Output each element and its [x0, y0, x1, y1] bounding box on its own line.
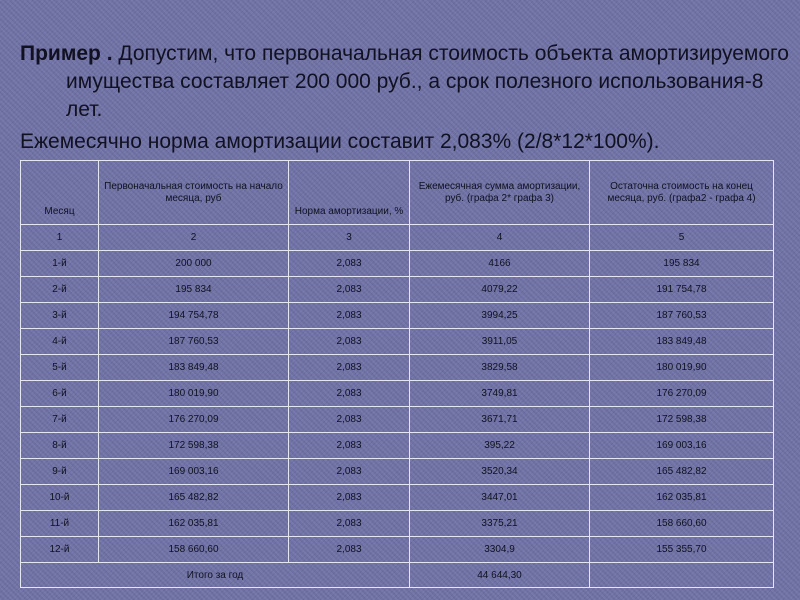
table-row [21, 511, 774, 537]
cell-initial-cost: 165 482,82 [99, 485, 289, 511]
cell-month: 1-й [21, 251, 99, 277]
cell-residual-cost: 165 482,82 [590, 459, 774, 485]
table-row [21, 537, 774, 563]
cell-residual-cost: 172 598,38 [590, 407, 774, 433]
slide-text [20, 40, 790, 156]
depreciation-table [20, 160, 774, 588]
cell-monthly-amount: 3520,34 [410, 459, 590, 485]
column-number-row [21, 225, 774, 251]
cell-initial-cost: 194 754,78 [99, 303, 289, 329]
cell-residual-cost: 158 660,60 [590, 511, 774, 537]
cell-month: 5-й [21, 355, 99, 381]
cell-rate: 2,083 [289, 537, 410, 563]
cell-residual-cost: 176 270,09 [590, 381, 774, 407]
cell-monthly-amount: 3671,71 [410, 407, 590, 433]
table-row [21, 355, 774, 381]
cell-residual-cost: 191 754,78 [590, 277, 774, 303]
example-lead: Пример . [20, 42, 113, 65]
table-row [21, 303, 774, 329]
cell-month: 3-й [21, 303, 99, 329]
cell-initial-cost: 180 019,90 [99, 381, 289, 407]
table-row [21, 329, 774, 355]
cell-monthly-amount: 3375,21 [410, 511, 590, 537]
table-row [21, 381, 774, 407]
column-number: 2 [99, 225, 289, 251]
table-row [21, 407, 774, 433]
total-value: 44 644,30 [410, 563, 590, 588]
cell-month: 12-й [21, 537, 99, 563]
cell-month: 8-й [21, 433, 99, 459]
cell-residual-cost: 169 003,16 [590, 433, 774, 459]
cell-rate: 2,083 [289, 303, 410, 329]
cell-residual-cost: 187 760,53 [590, 303, 774, 329]
cell-monthly-amount: 4079,22 [410, 277, 590, 303]
cell-rate: 2,083 [289, 381, 410, 407]
cell-rate: 2,083 [289, 329, 410, 355]
cell-residual-cost: 195 834 [590, 251, 774, 277]
cell-residual-cost: 183 849,48 [590, 329, 774, 355]
cell-month: 4-й [21, 329, 99, 355]
column-number: 5 [590, 225, 774, 251]
table-row [21, 251, 774, 277]
cell-month: 11-й [21, 511, 99, 537]
cell-rate: 2,083 [289, 485, 410, 511]
cell-residual-cost: 155 355,70 [590, 537, 774, 563]
example-paragraph [20, 40, 790, 124]
table-row [21, 459, 774, 485]
cell-initial-cost: 187 760,53 [99, 329, 289, 355]
cell-rate: 2,083 [289, 511, 410, 537]
rate-paragraph: Ежемесячно норма амортизации составит 2,083% (2/8*12*100%). [20, 130, 660, 153]
table-row [21, 277, 774, 303]
cell-initial-cost: 162 035,81 [99, 511, 289, 537]
header-initial-cost: Первоначальная стоимость на начало месяца, руб [99, 161, 289, 225]
example-text: Допустим, что первоначальная стоимость объекта амортизируемого имущества составляет 200 000 руб., а срок полезного использования-8 лет. [66, 42, 789, 121]
cell-monthly-amount: 3749,81 [410, 381, 590, 407]
total-row [21, 563, 774, 588]
cell-month: 6-й [21, 381, 99, 407]
cell-rate: 2,083 [289, 251, 410, 277]
column-number: 1 [21, 225, 99, 251]
cell-residual-cost: 180 019,90 [590, 355, 774, 381]
cell-monthly-amount: 3304,9 [410, 537, 590, 563]
cell-rate: 2,083 [289, 277, 410, 303]
cell-initial-cost: 176 270,09 [99, 407, 289, 433]
cell-monthly-amount: 395,22 [410, 433, 590, 459]
cell-monthly-amount: 3829,58 [410, 355, 590, 381]
column-number: 4 [410, 225, 590, 251]
cell-month: 7-й [21, 407, 99, 433]
table-row [21, 485, 774, 511]
table-header-row [21, 161, 774, 225]
cell-initial-cost: 158 660,60 [99, 537, 289, 563]
cell-monthly-amount: 3994,25 [410, 303, 590, 329]
cell-monthly-amount: 4166 [410, 251, 590, 277]
cell-month: 9-й [21, 459, 99, 485]
cell-initial-cost: 200 000 [99, 251, 289, 277]
header-rate: Норма амортизации, % [289, 161, 410, 225]
header-monthly-amount: Ежемесячная сумма амортизации, руб. (графа 2* графа 3) [410, 161, 590, 225]
column-number: 3 [289, 225, 410, 251]
cell-rate: 2,083 [289, 355, 410, 381]
header-month: Месяц [21, 161, 99, 225]
cell-monthly-amount: 3447,01 [410, 485, 590, 511]
cell-month: 2-й [21, 277, 99, 303]
header-residual-cost: Остаточна стоимость на конец месяца, руб. (графа2 - графа 4) [590, 161, 774, 225]
cell-initial-cost: 195 834 [99, 277, 289, 303]
table-row [21, 433, 774, 459]
cell-month: 10-й [21, 485, 99, 511]
cell-rate: 2,083 [289, 459, 410, 485]
cell-initial-cost: 183 849,48 [99, 355, 289, 381]
cell-rate: 2,083 [289, 433, 410, 459]
cell-initial-cost: 169 003,16 [99, 459, 289, 485]
cell-initial-cost: 172 598,38 [99, 433, 289, 459]
cell-residual-cost: 162 035,81 [590, 485, 774, 511]
cell-monthly-amount: 3911,05 [410, 329, 590, 355]
cell-rate: 2,083 [289, 407, 410, 433]
total-empty-cell [590, 563, 774, 588]
total-label: Итого за год [21, 563, 410, 588]
